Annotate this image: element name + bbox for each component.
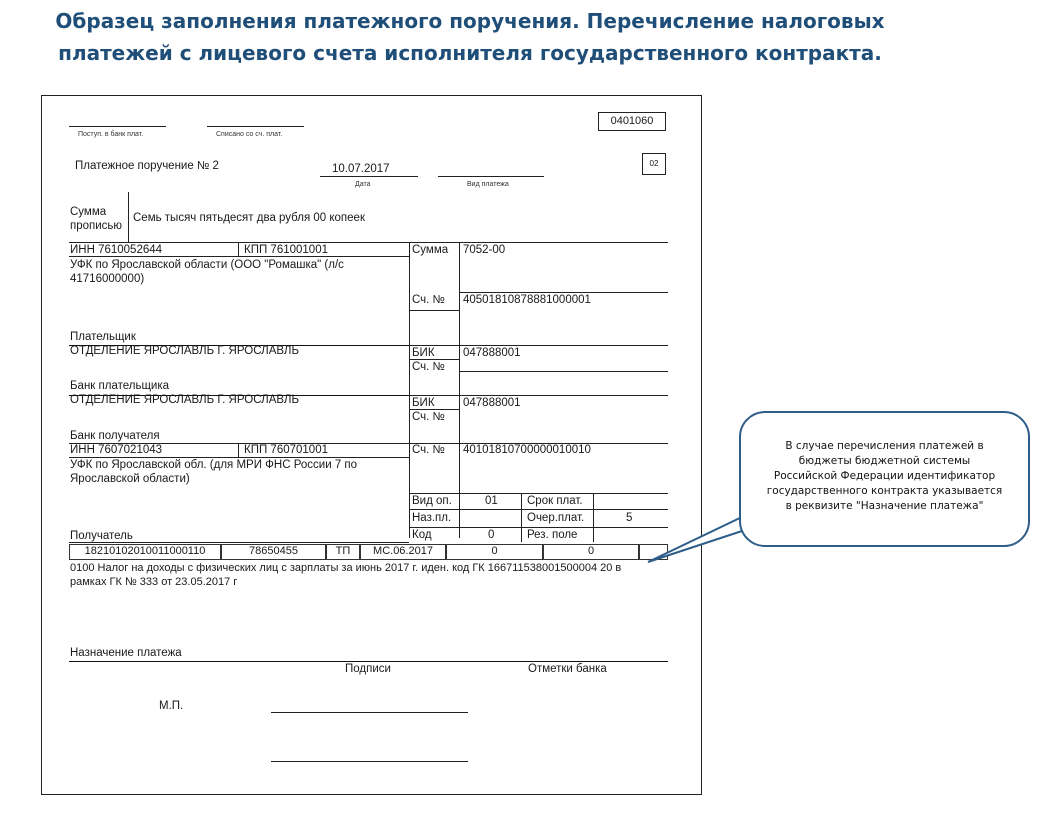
page-title-line-2: платежей с лицевого счета исполнителя государственного контракта. — [58, 41, 882, 65]
tax-field-kbk: 18210102010011000110 — [69, 544, 221, 560]
priority-value: 5 — [626, 512, 633, 524]
payer-name-1: УФК по Ярославской области (ООО "Ромашка" (л/с — [70, 259, 344, 271]
tax-field-oktmo: 78650455 — [221, 544, 326, 560]
purpose-label: Назначение платежа — [70, 647, 182, 659]
op-type-top-line — [409, 493, 668, 494]
recipient-bank-name: ОТДЕЛЕНИЕ ЯРОСЛАВЛЬ Г. ЯРОСЛАВЛЬ — [70, 394, 299, 406]
received-label: Поступ. в банк плат. — [78, 131, 144, 138]
page-title-line-1: Образец заполнения платежного поручения. Перечисление налоговых — [55, 9, 885, 33]
recipient-bik: 047888001 — [463, 397, 521, 409]
callout-note — [739, 411, 1030, 547]
payer-bank-account-label: Сч. № — [412, 361, 445, 373]
recipient-inn: ИНН 7607021043 — [70, 444, 163, 456]
payer-bank-name: ОТДЕЛЕНИЕ ЯРОСЛАВЛЬ Г. ЯРОСЛАВЛЬ — [70, 345, 299, 357]
payer-status-box: 02 — [642, 153, 666, 175]
payment-type-line — [438, 176, 544, 177]
signatures-label: Подписи — [345, 663, 391, 675]
payer-bank-bottom-line — [459, 371, 668, 372]
recipient-inn-underline — [69, 457, 409, 458]
payer-kpp-divider — [238, 242, 239, 256]
code-value: 0 — [488, 529, 495, 541]
received-line — [69, 126, 166, 127]
payment-order-form — [41, 95, 702, 795]
reserve-label: Рез. поле — [527, 529, 578, 541]
amount-account-line — [459, 292, 668, 293]
date-label: Дата — [355, 181, 371, 188]
purpose-bottom-line — [69, 661, 668, 662]
payer-bik-top-line — [409, 345, 668, 346]
payer-label: Плательщик — [70, 331, 136, 343]
due-left-line — [521, 493, 522, 542]
amount-value: 7052-00 — [463, 244, 506, 256]
purpose-code-label: Наз.пл. — [412, 512, 452, 524]
recipient-account: 40101810700000010010 — [463, 444, 591, 456]
due-right-line — [593, 493, 594, 542]
tax-field-type — [639, 544, 668, 560]
recipient-name-1: УФК по Ярославской обл. (для МРИ ФНС России 7 по — [70, 459, 358, 471]
date-line — [320, 176, 418, 177]
purpose-line-2: рамках ГК № 333 от 23.05.2017 г — [70, 576, 238, 588]
date-value: 10.07.2017 — [332, 163, 390, 175]
recipient-kpp: КПП 760701001 — [244, 444, 328, 456]
account-label-line — [409, 310, 459, 311]
stamp-label: М.П. — [159, 700, 184, 712]
recipient-bank-account-label: Сч. № — [412, 411, 445, 423]
op-type-value: 01 — [485, 495, 498, 507]
tax-field-period: МС.06.2017 — [360, 544, 446, 560]
amount-words-divider — [128, 192, 129, 242]
payer-account-label: Сч. № — [412, 294, 445, 306]
payer-name-2: 41716000000) — [70, 273, 145, 285]
code-label: Код — [412, 529, 432, 541]
debited-line — [207, 126, 304, 127]
amount-label: Сумма — [412, 244, 449, 256]
bank-marks-label: Отметки банка — [528, 663, 607, 675]
recipient-label: Получатель — [70, 530, 133, 542]
debited-label: Списано со сч. плат. — [216, 131, 283, 138]
amount-words-label-1: Сумма — [70, 206, 107, 218]
payer-kpp: КПП 761001001 — [244, 244, 328, 256]
signature-line-2 — [271, 761, 468, 762]
recipient-bank-label: Банк получателя — [70, 430, 160, 442]
payer-bik-label: БИК — [412, 347, 435, 359]
purpose-line-1: 0100 Налог на доходы с физических лиц с зарплаты за июнь 2017 г. иден. код ГК 166711538001500004 20 в — [70, 562, 622, 574]
recipient-bik-top-line — [409, 395, 668, 396]
amount-words-value: Семь тысяч пятьдесят два рубля 00 копеек — [133, 212, 365, 224]
amount-words-label-2: прописью — [70, 220, 123, 232]
payer-account: 40501810878881000001 — [463, 294, 591, 306]
recipient-account-label: Сч. № — [412, 444, 445, 456]
payer-bank-label: Банк плательщика — [70, 380, 170, 392]
callout-text: В случае перечисления платежей в бюджеты бюджетной системы Российской Федерации идентификатор государственного контракта указывается в реквизите "Назначение платежа" — [766, 440, 1003, 512]
form-code-box: 0401060 — [598, 112, 666, 131]
tax-field-doc-date: 0 — [543, 544, 639, 560]
op-type-label: Вид оп. — [412, 495, 452, 507]
row-line-inn — [69, 242, 668, 243]
signature-line-1 — [271, 712, 468, 713]
due-label: Срок плат. — [527, 495, 583, 507]
purpose-code-line — [409, 509, 668, 510]
payer-bik: 047888001 — [463, 347, 521, 359]
payment-order-title: Платежное поручение № 2 — [75, 160, 219, 172]
payment-type-label: Вид платежа — [467, 181, 509, 188]
code-row-line — [409, 527, 668, 528]
payer-inn: ИНН 7610052644 — [70, 244, 163, 256]
priority-label: Очер.плат. — [527, 512, 585, 524]
tax-field-basis: ТП — [326, 544, 360, 560]
tax-field-doc-number: 0 — [446, 544, 543, 560]
recipient-bik-label: БИК — [412, 397, 435, 409]
recipient-name-2: Ярославской области) — [70, 473, 190, 485]
recipient-kpp-divider — [238, 443, 239, 457]
